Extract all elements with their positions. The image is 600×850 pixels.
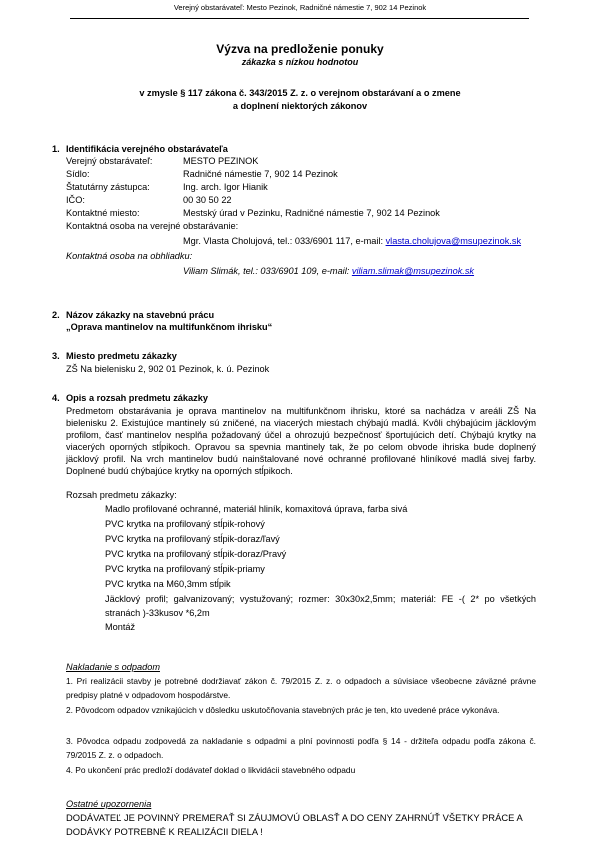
ico-value: 00 30 50 22 [183,195,232,205]
procurement-contact-email-link[interactable]: vlasta.cholujova@msupezinok.sk [385,236,522,246]
other-notices-text: DODÁVATEĽ JE POVINNÝ PREMERAŤ SI ZÁUJMOVÚ OBLASŤ A DO CENY ZAHRNÚŤ VŠETKY PRÁCE A DODÁVKY POTREBNÉ K REALIZÁCII DIELA ! [66,812,523,838]
section-4-number: 4. [52,393,60,403]
scope-item-jackl-profile: Jäcklový profil; galvanizovaný; vystužovaný; rozmer: 30x30x2,5mm; materiál: FE -( 2* po všetkých stranách )-33kusov *6,2m [105,594,536,618]
contracting-authority-value: MESTO PEZINOK [183,156,259,166]
contact-point-label: Kontaktné miesto: [66,208,140,218]
section-2-number: 2. [52,310,60,320]
scope-item: Madlo profilované ochranné, materiál hliník, komaxitová úprava, farba sivá [105,504,408,514]
inspection-contact-text: Viliam Slimák, tel.: 033/6901 109, e-mail: [183,266,352,276]
waste-paragraph-1: 1. Pri realizácii stavby je potrebné dodržiavať zákon č. 79/2015 Z. z. o odpadoch a súvisiace všeobecne záväzné právne predpisy platné v odpadovom hospodárstve. [66,676,536,701]
section-1-heading: Identifikácia verejného obstarávateľa [66,144,228,154]
waste-paragraph-2: 2. Pôvodcom odpadov vznikajúcich v dôsledku uskutočňovania stavebných prác je ten, kto uvedené práce vykonáva. [66,705,500,715]
law-reference-line-1: v zmysle § 117 zákona č. 343/2015 Z. z. o verejnom obstarávaní a o zmene [139,88,461,98]
scope-label: Rozsah predmetu zákazky: [66,490,177,500]
scope-item: PVC krytka na M60,3mm stĺpik [105,579,231,589]
scope-item-assembly: Montáž [105,622,136,632]
waste-paragraph-4: 4. Po ukončení prác predloží dodávateľ doklad o likvidácii stavebného odpadu [66,765,356,775]
scope-item: PVC krytka na profilovaný stĺpik-priamy [105,564,265,574]
document-subtitle: zákazka s nízkou hodnotou [241,57,359,67]
scope-item: PVC krytka na profilovaný stĺpik-doraz/Pravý [105,549,287,559]
header-divider [70,18,529,19]
section-2-heading: Názov zákazky na stavebnú prácu [66,310,215,320]
contracting-authority-label: Verejný obstarávateľ: [66,156,153,166]
inspection-contact-line [183,266,474,277]
scope-item: PVC krytka na profilovaný stĺpik-rohový [105,519,265,529]
section-3-heading: Miesto predmetu zákazky [66,351,177,361]
waste-heading: Nakladanie s odpadom [66,662,160,672]
section-4-heading: Opis a rozsah predmetu zákazky [66,393,208,403]
waste-paragraph-3: 3. Pôvodca odpadu zodpovedá za nakladanie s odpadmi a plní povinnosti podľa § 14 - držiteľa odpadu podľa zákona č. 79/2015 Z. z. o odpadoch. [66,736,536,761]
subject-description: Predmetom obstarávania je oprava mantinelov na multifunkčnom ihrisku, ktoré sa nachádza v areáli ZŠ Na bielenisku 2. Existujúce mantinely sú zničené, na viacerých miestach chýbajú madlá. Kvôli chýbajúcim jäcklovým profilom, časť mantinelov nesplňa požadovaný účel a ohrozujú bezpečnosť športujúcich detí. Chýbajú krytky na viacerých oporných stĺpikoch. Opravou sa spevnia mantinely tak, že po celom obvode ihriska bude doplnený jäcklový profil. Na vrch mantinelov budú nainštalované nové ochranné profilované hliníkové madlá sivej farby. Doplnené budú chýbajúce krytky na oporných stĺpikoch. [66,406,536,477]
procurement-contact-label: Kontaktná osoba na verejné obstarávanie: [66,221,239,231]
section-1-number: 1. [52,144,60,154]
scope-item: PVC krytka na profilovaný stĺpik-doraz/ľavý [105,534,280,544]
statutory-representative-label: Štatutárny zástupca: [66,182,150,192]
contract-name: „Oprava mantinelov na multifunkčnom ihrisku“ [66,322,273,332]
place-of-performance: ZŠ Na bielenisku 2, 902 01 Pezinok, k. ú. Pezinok [66,364,270,374]
seat-label: Sídlo: [66,169,90,179]
other-notices-heading: Ostatné upozornenia [66,799,152,809]
running-header: Verejný obstarávateľ: Mesto Pezinok, Radničné námestie 7, 902 14 Pezinok [173,3,427,12]
section-3-number: 3. [52,351,60,361]
contact-point-value: Mestský úrad v Pezinku, Radničné námestie 7, 902 14 Pezinok [183,208,440,218]
inspection-contact-label: Kontaktná osoba na obhliadku: [66,251,193,261]
document-title: Výzva na predloženie ponuky [216,42,384,56]
seat-value: Radničné námestie 7, 902 14 Pezinok [183,169,338,179]
procurement-contact-line [183,236,521,247]
procurement-contact-text: Mgr. Vlasta Cholujová, tel.: 033/6901 117, e-mail: [183,236,386,246]
statutory-representative-value: Ing. arch. Igor Hianik [183,182,268,192]
ico-label: IČO: [66,195,85,205]
law-reference-line-2: a doplnení niektorých zákonov [232,101,368,111]
inspection-contact-email-link[interactable]: viliam.slimak@msupezinok.sk [351,266,475,276]
